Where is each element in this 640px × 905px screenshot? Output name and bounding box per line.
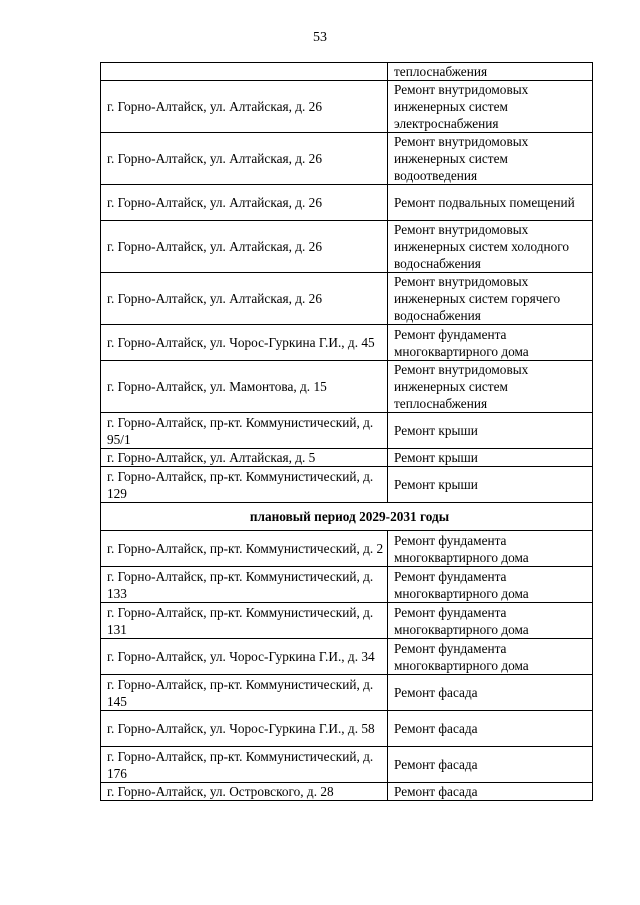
work-type-cell: Ремонт фундамента многоквартирного дома bbox=[388, 325, 593, 361]
table-row bbox=[101, 639, 593, 675]
table-row bbox=[101, 81, 593, 133]
table-row bbox=[101, 603, 593, 639]
address-cell: г. Горно-Алтайск, ул. Чорос-Гуркина Г.И., д. 58 bbox=[101, 711, 388, 747]
address-cell: г. Горно-Алтайск, ул. Мамонтова, д. 15 bbox=[101, 361, 388, 413]
address-cell bbox=[101, 63, 388, 81]
address-cell: г. Горно-Алтайск, ул. Алтайская, д. 5 bbox=[101, 449, 388, 467]
work-type-cell: Ремонт внутридомовых инженерных систем холодного водоснабжения bbox=[388, 221, 593, 273]
table-body bbox=[101, 63, 593, 801]
table-row bbox=[101, 449, 593, 467]
table-row bbox=[101, 531, 593, 567]
address-cell: г. Горно-Алтайск, пр-кт. Коммунистический, д. 129 bbox=[101, 467, 388, 503]
address-cell: г. Горно-Алтайск, пр-кт. Коммунистический, д. 95/1 bbox=[101, 413, 388, 449]
section-header: плановый период 2029-2031 годы bbox=[101, 503, 593, 531]
table-row bbox=[101, 675, 593, 711]
address-cell: г. Горно-Алтайск, ул. Алтайская, д. 26 bbox=[101, 81, 388, 133]
work-type-cell: Ремонт внутридомовых инженерных систем теплоснабжения bbox=[388, 361, 593, 413]
address-cell: г. Горно-Алтайск, ул. Алтайская, д. 26 bbox=[101, 221, 388, 273]
work-type-cell: Ремонт фундамента многоквартирного дома bbox=[388, 567, 593, 603]
work-type-cell: Ремонт фасада bbox=[388, 711, 593, 747]
work-type-cell: Ремонт крыши bbox=[388, 467, 593, 503]
table-row bbox=[101, 783, 593, 801]
address-cell: г. Горно-Алтайск, пр-кт. Коммунистический, д. 133 bbox=[101, 567, 388, 603]
table-row bbox=[101, 273, 593, 325]
work-type-cell: Ремонт крыши bbox=[388, 449, 593, 467]
page-number: 53 bbox=[313, 30, 327, 45]
table-row bbox=[101, 185, 593, 221]
work-type-cell: Ремонт фасада bbox=[388, 675, 593, 711]
section-header-row bbox=[101, 503, 593, 531]
address-cell: г. Горно-Алтайск, ул. Алтайская, д. 26 bbox=[101, 273, 388, 325]
address-cell: г. Горно-Алтайск, ул. Чорос-Гуркина Г.И., д. 45 bbox=[101, 325, 388, 361]
table-row bbox=[101, 221, 593, 273]
table-row bbox=[101, 361, 593, 413]
work-type-cell: Ремонт фасада bbox=[388, 783, 593, 801]
work-type-cell: Ремонт фундамента многоквартирного дома bbox=[388, 603, 593, 639]
work-type-cell: Ремонт внутридомовых инженерных систем горячего водоснабжения bbox=[388, 273, 593, 325]
table-row bbox=[101, 711, 593, 747]
table-row bbox=[101, 747, 593, 783]
work-type-cell: Ремонт подвальных помещений bbox=[388, 185, 593, 221]
address-cell: г. Горно-Алтайск, ул. Островского, д. 28 bbox=[101, 783, 388, 801]
table-row bbox=[101, 133, 593, 185]
address-cell: г. Горно-Алтайск, ул. Алтайская, д. 26 bbox=[101, 133, 388, 185]
address-cell: г. Горно-Алтайск, пр-кт. Коммунистический, д. 2 bbox=[101, 531, 388, 567]
work-type-cell: Ремонт внутридомовых инженерных систем электроснабжения bbox=[388, 81, 593, 133]
work-type-cell: теплоснабжения bbox=[388, 63, 593, 81]
address-cell: г. Горно-Алтайск, ул. Чорос-Гуркина Г.И., д. 34 bbox=[101, 639, 388, 675]
table-row bbox=[101, 413, 593, 449]
address-cell: г. Горно-Алтайск, пр-кт. Коммунистический, д. 176 bbox=[101, 747, 388, 783]
table-row bbox=[101, 63, 593, 81]
table-row bbox=[101, 325, 593, 361]
work-type-cell: Ремонт фундамента многоквартирного дома bbox=[388, 531, 593, 567]
address-cell: г. Горно-Алтайск, пр-кт. Коммунистический, д. 145 bbox=[101, 675, 388, 711]
table-row bbox=[101, 567, 593, 603]
address-cell: г. Горно-Алтайск, ул. Алтайская, д. 26 bbox=[101, 185, 388, 221]
work-type-cell: Ремонт фундамента многоквартирного дома bbox=[388, 639, 593, 675]
work-type-cell: Ремонт внутридомовых инженерных систем водоотведения bbox=[388, 133, 593, 185]
work-type-cell: Ремонт фасада bbox=[388, 747, 593, 783]
address-cell: г. Горно-Алтайск, пр-кт. Коммунистический, д. 131 bbox=[101, 603, 388, 639]
table-row bbox=[101, 467, 593, 503]
work-type-cell: Ремонт крыши bbox=[388, 413, 593, 449]
works-table bbox=[100, 62, 593, 801]
